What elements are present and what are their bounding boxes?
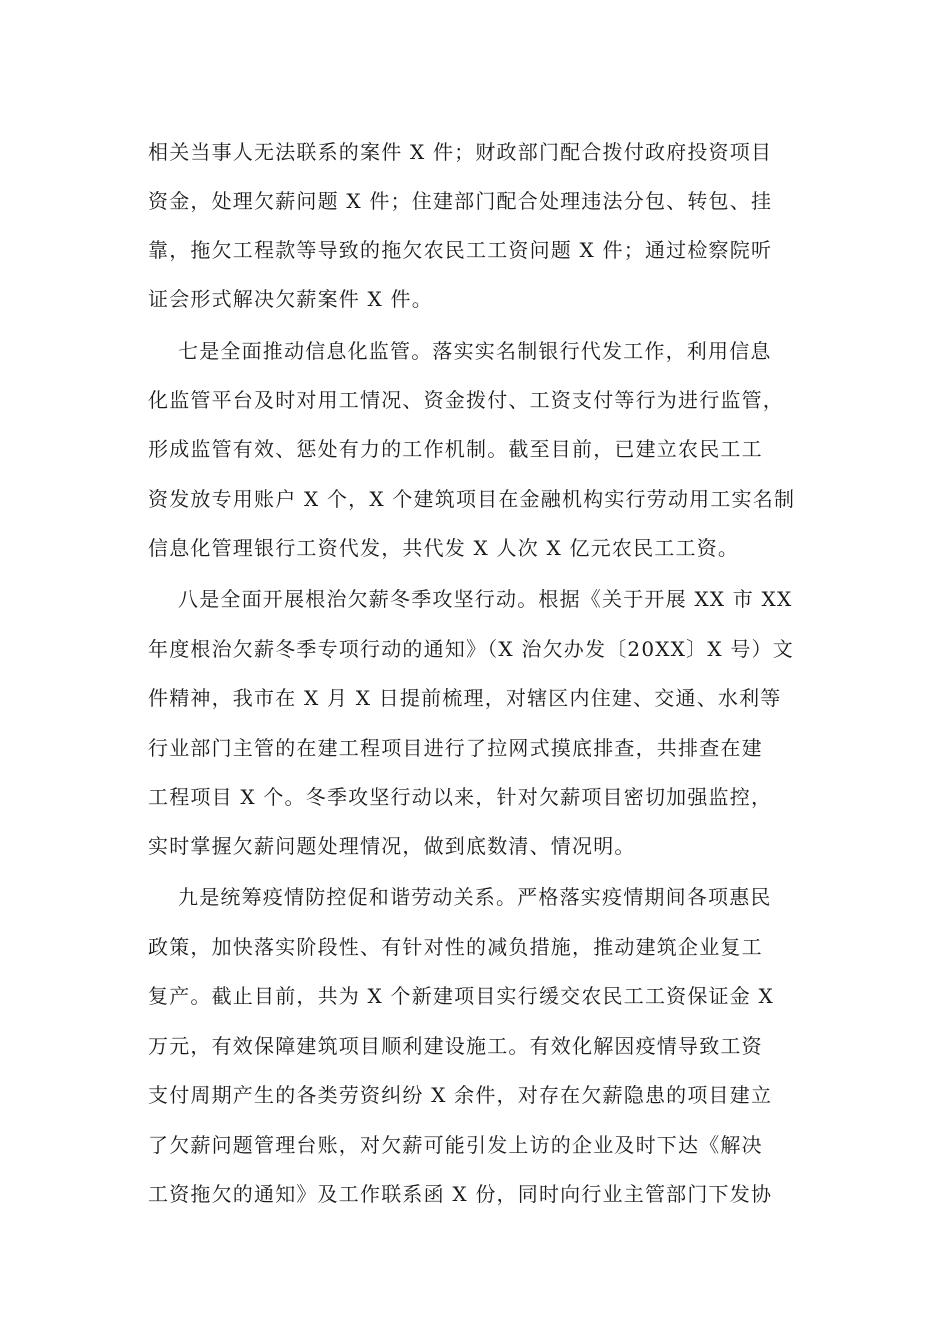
paragraph-line: 复产。截止目前，共为 X 个新建项目实行缓交农民工工资保证金 X xyxy=(148,984,774,1008)
paragraph-line: 实时掌握欠薪问题处理情况，做到底数清、情况明。 xyxy=(148,834,636,858)
paragraph-line: 八是全面开展根治欠薪冬季攻坚行动。根据《关于开展 XX 市 XX xyxy=(178,587,793,611)
paragraph-line: 九是统筹疫情防控促和谐劳动关系。严格落实疫情期间各项惠民 xyxy=(178,885,772,909)
paragraph-line: 政策，加快落实阶段性、有针对性的减负措施，推动建筑企业复工 xyxy=(148,935,763,959)
paragraph-line: 支付周期产生的各类劳资纠纷 X 余件，对存在欠薪隐患的项目建立 xyxy=(148,1083,773,1107)
paragraph-line: 工程项目 X 个。冬季攻坚行动以来，针对欠薪项目密切加强监控， xyxy=(148,785,773,809)
paragraph-line: 资金，处理欠薪问题 X 件；住建部门配合处理违法分包、转包、挂 xyxy=(148,189,773,213)
paragraph-line: 万元，有效保障建筑项目顺利建设施工。有效化解因疫情导致工资 xyxy=(148,1034,763,1058)
paragraph-line: 件精神，我市在 X 月 X 日提前梳理，对辖区内住建、交通、水利等 xyxy=(148,686,782,710)
paragraph-line: 靠，拖欠工程款等导致的拖欠农民工工资问题 X 件；通过检察院听 xyxy=(148,238,773,262)
paragraph-line: 信息化管理银行工资代发，共代发 X 人次 X 亿元农民工工资。 xyxy=(148,536,740,560)
paragraph-line: 证会形式解决欠薪案件 X 件。 xyxy=(148,287,433,311)
paragraph-line: 相关当事人无法联系的案件 X 件；财政部门配合拨付政府投资项目 xyxy=(148,140,773,164)
paragraph-line: 形成监管有效、惩处有力的工作机制。截至目前，已建立农民工工 xyxy=(148,437,763,461)
paragraph-line: 化监管平台及时对用工情况、资金拨付、工资支付等行为进行监管， xyxy=(148,388,784,412)
paragraph-line: 七是全面推动信息化监管。落实实名制银行代发工作，利用信息 xyxy=(178,339,772,363)
paragraph-line: 行业部门主管的在建工程项目进行了拉网式摸底排查，共排查在建 xyxy=(148,736,763,760)
paragraph-line: 资发放专用账户 X 个，X 个建筑项目在金融机构实行劳动用工实名制 xyxy=(148,487,796,511)
paragraph-line: 了欠薪问题管理台账，对欠薪可能引发上访的企业及时下达《解决 xyxy=(148,1133,763,1157)
paragraph-line: 工资拖欠的通知》及工作联系函 X 份，同时向行业主管部门下发协 xyxy=(148,1182,773,1206)
paragraph-line: 年度根治欠薪冬季专项行动的通知》（X 治欠办发〔20XX〕X 号）文 xyxy=(148,637,794,661)
